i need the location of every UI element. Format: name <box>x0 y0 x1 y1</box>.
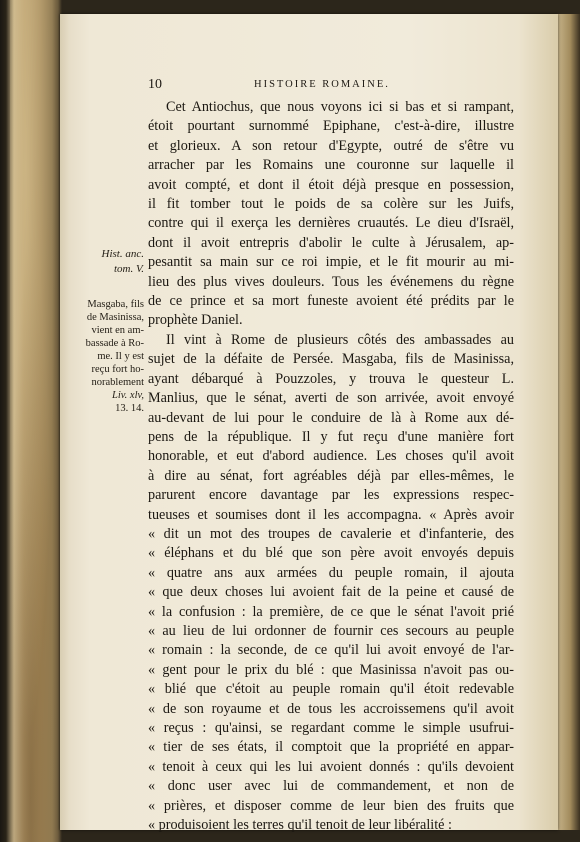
text-line: honorable, et eut d'abord audience. Les choses qu'il avoit <box>148 448 514 465</box>
margin-note-line: reçu fort ho- <box>91 364 144 375</box>
text-line: « prières, et disposer comme de leur bien des fruits que <box>148 797 514 814</box>
text-line: arracher par les Romains une couronne sur laquelle il <box>148 157 514 174</box>
text-line: « gent pour le prix du blé : que Masinissa n'avoit pas ou- <box>148 661 514 678</box>
margin-note-line: me. Il y est <box>97 351 144 362</box>
text-line: « blié que c'étoit au peuple romain qu'il étoit redevable <box>148 681 514 698</box>
text-line: « la confusion : la première, de ce que le sénat l'avoit prié <box>148 603 514 620</box>
margin-note-line: de Masinissa, <box>86 312 144 323</box>
text-line: « tenoit à ceux qui les lui avoient donnés : qu'ils devoient <box>148 758 514 775</box>
text-line: « dit un mot des troupes de cavalerie et d'infanterie, des <box>148 525 514 542</box>
text-line: parurent encore davantage par les expressions respec- <box>148 487 514 504</box>
page-number: 10 <box>148 77 162 92</box>
text-line: « tier de ses états, il comptoit que la propriété en appar- <box>148 739 514 756</box>
paragraph-antiochus <box>148 98 514 331</box>
text-line: pens de la république. Il y fut reçu d'une manière fort <box>148 428 514 445</box>
text-line: contre qui il exerça les dernières cruautés. Le dieu d'Israël, <box>148 215 514 232</box>
margin-note-masgaba <box>80 298 144 415</box>
margin-note-line: Masgaba, fils <box>87 299 144 310</box>
text-line: « quatre ans aux armées du peuple romain, il ajouta <box>148 564 514 581</box>
margin-note-line: vient en am- <box>91 325 144 336</box>
text-line: pesantit sa main sur ce roi impie, et le fit mourir au mi- <box>148 254 514 271</box>
main-text <box>148 98 514 835</box>
text-line: Cet Antiochus, que nous voyons ici si bas et si rampant, <box>166 99 514 115</box>
text-line: « au lieu de lui ordonner de fournir ces secours au peuple <box>148 622 514 639</box>
text-line: prophète Daniel. <box>148 312 243 329</box>
margin-note-line: norablement <box>91 377 144 388</box>
text-line: Manlius, que le sénat, averti de son arrivée, avoit envoyé <box>148 390 514 407</box>
text-line: « produisoient les terres qu'il tenoit de leur libéralité : <box>148 817 452 834</box>
margin-note-line: 13. 14. <box>115 403 144 414</box>
text-line: « donc user avec lui de commandement, et non de <box>148 778 514 795</box>
text-line: de ce prince et sa mort funeste avoient été prédits par le <box>148 293 514 310</box>
running-title: HISTOIRE ROMAINE. <box>254 79 390 90</box>
page-header <box>148 77 512 93</box>
text-line: étoit pourtant surnommé Epiphane, c'est-à-dire, illustre <box>148 118 514 135</box>
margin-note-line: tom. V. <box>113 263 144 275</box>
text-line: « romain : la seconde, de ce qu'il lui avoit envoyé de l'ar- <box>148 642 514 659</box>
page-fore-edge <box>556 14 580 830</box>
text-line: et glorieux. A son retour d'Egypte, outré de s'être vu <box>148 137 514 154</box>
text-line: il fit tomber tout le poids de sa colère sur les Juifs, <box>148 196 514 213</box>
text-line: « éléphans et du blé que son père avoit envoyés depuis <box>148 545 514 562</box>
margin-note-line: Liv. xlv, <box>112 390 144 401</box>
paragraph-masgaba <box>148 331 514 836</box>
margin-note-hist-anc <box>80 247 144 277</box>
text-line: dont il avoit entrepris d'abolir le culte à Jérusalem, ap- <box>148 234 514 251</box>
text-line: tueuses et soumises dont il les accompagna. « Après avoir <box>148 506 514 523</box>
text-line: au-devant de lui pour le conduire de là à Rome aux dé- <box>148 409 514 426</box>
board-texture <box>10 0 62 842</box>
text-line: avoit compté, et dont il étoit déjà presque en possession, <box>148 176 514 193</box>
text-line: « que deux choses lui avoient fait de la peine et causé de <box>148 584 514 601</box>
text-line: Il vint à Rome de plusieurs côtés des ambassades au <box>166 331 514 348</box>
text-line: à dire au sénat, fort agréables déjà par elles-mêmes, le <box>148 467 514 484</box>
text-line: lieu des plus vives douleurs. Tous les événemens du règne <box>148 273 514 290</box>
text-line: sujet de la défaite de Persée. Masgaba, fils de Masinissa, <box>148 351 514 368</box>
text-line: « de son royaume et de tous les accroissemens qu'il avoit <box>148 700 514 717</box>
text-line: ayant débarqué à Pouzzoles, y trouva le questeur L. <box>148 370 514 387</box>
margin-note-line: Hist. anc. <box>101 248 144 260</box>
text-line: « reçus : qu'ainsi, se regardant comme le simple usufrui- <box>148 720 514 736</box>
margin-note-line: bassade à Ro- <box>85 338 144 349</box>
